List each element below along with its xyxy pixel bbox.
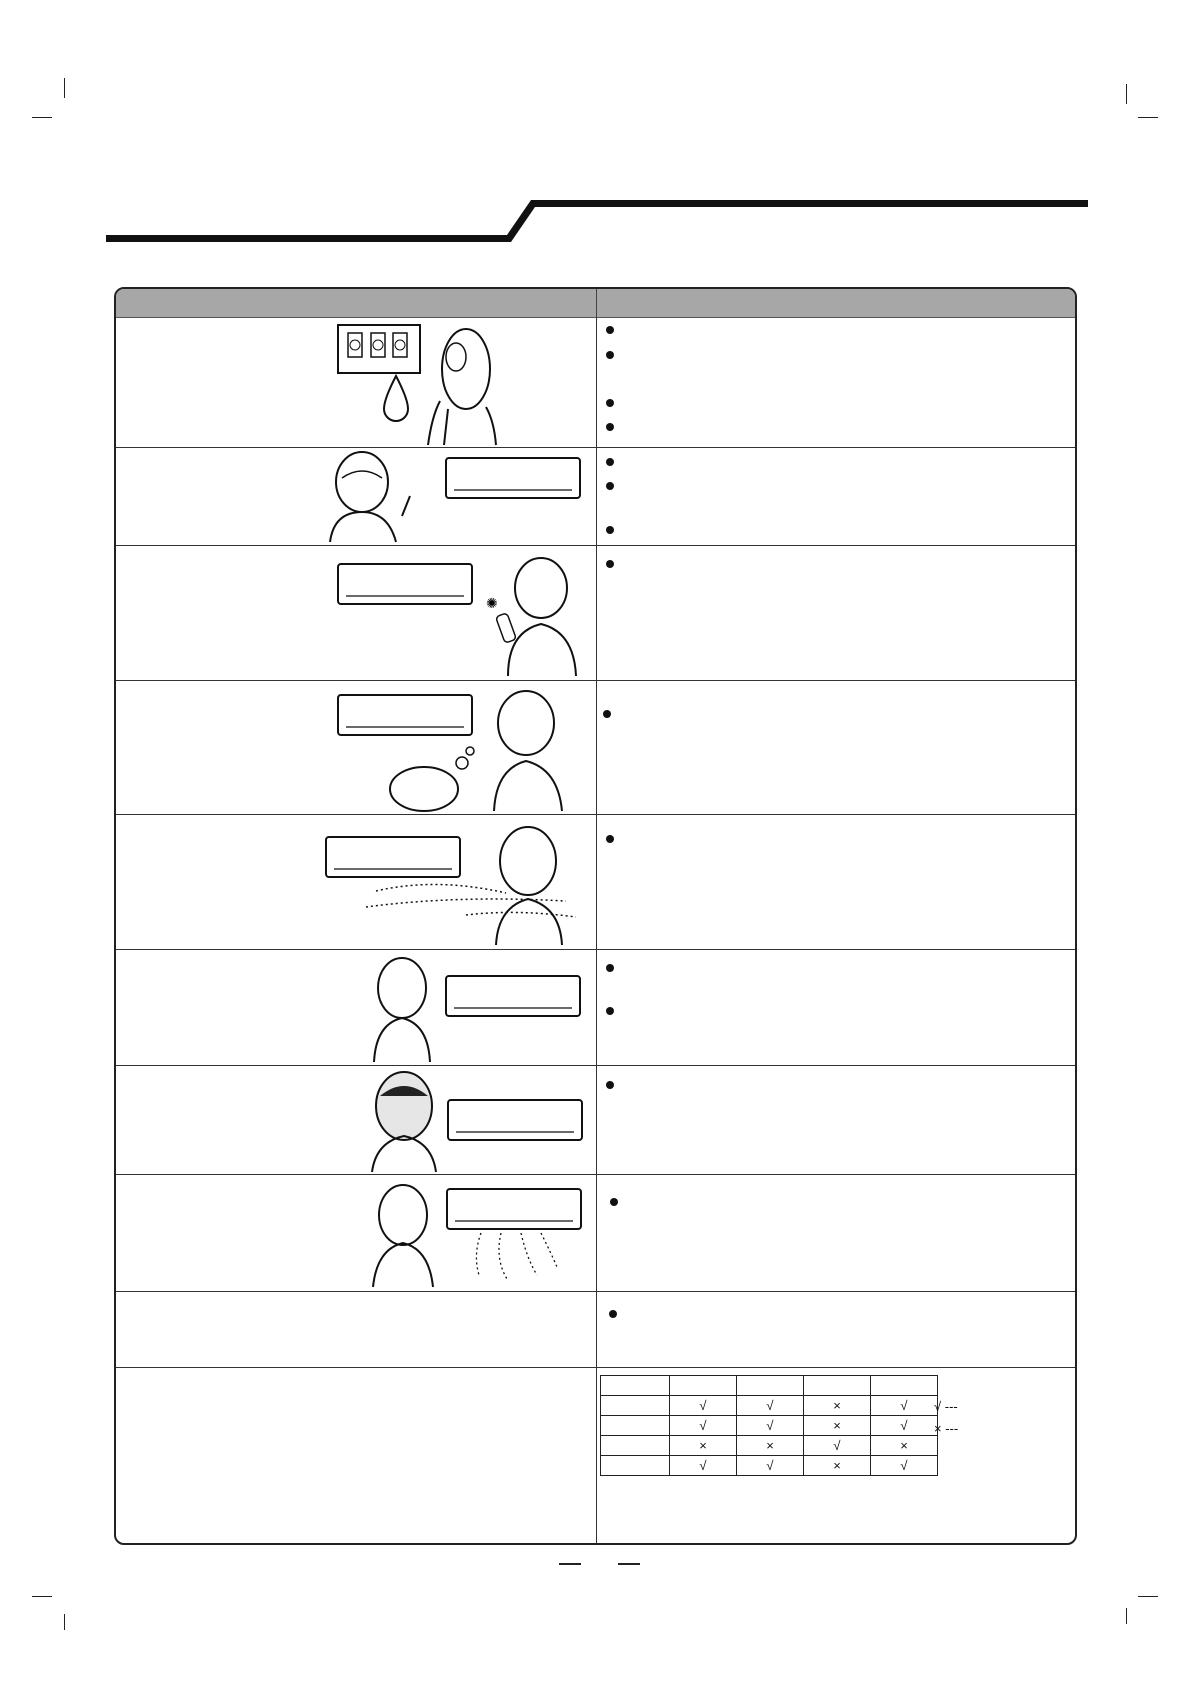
crop-mark-bl-h <box>32 1596 52 1597</box>
thought-bubble-icon <box>390 747 474 811</box>
indoor-unit-icon <box>447 1189 581 1229</box>
compat-cell: √ <box>804 1436 871 1456</box>
page-number-mark <box>559 1563 581 1565</box>
compat-row <box>601 1376 938 1396</box>
indoor-unit-icon <box>448 1100 582 1140</box>
compat-cell: √ <box>670 1396 737 1416</box>
bullet-icon <box>606 399 614 407</box>
bullet-icon <box>606 458 614 466</box>
crop-mark-br-v <box>1126 1608 1127 1624</box>
bullet-icon <box>606 526 614 534</box>
compat-cell: √ <box>871 1456 938 1476</box>
person-and-unit-illustration <box>316 450 586 544</box>
control-panel-illustration <box>336 321 516 446</box>
compat-cell <box>601 1416 670 1436</box>
crop-mark-br-h <box>1138 1596 1158 1597</box>
table-row <box>116 317 1075 448</box>
compat-cell <box>737 1376 804 1396</box>
bullet-icon <box>610 1198 618 1206</box>
page-number-mark <box>618 1563 640 1565</box>
table-row <box>116 1292 1075 1368</box>
legend-text: --- <box>944 1399 958 1414</box>
legend-item <box>934 1418 958 1440</box>
svg-text:✺: ✺ <box>486 596 498 612</box>
compat-row <box>601 1456 938 1476</box>
bullet-icon <box>606 1081 614 1089</box>
compat-cell <box>804 1376 871 1396</box>
compat-cell: √ <box>737 1416 804 1436</box>
remote-control-icon <box>496 613 517 643</box>
bullet-icon <box>606 835 614 843</box>
compat-cell: × <box>871 1436 938 1456</box>
compat-cell: × <box>804 1396 871 1416</box>
compat-cell <box>871 1376 938 1396</box>
compat-cell <box>670 1376 737 1396</box>
compat-cell: × <box>804 1416 871 1436</box>
compat-cell <box>601 1436 670 1456</box>
troubleshooting-table <box>114 287 1077 1545</box>
table-row <box>116 815 1075 950</box>
check-icon: √ <box>934 1399 942 1414</box>
legend-text: --- <box>945 1421 959 1436</box>
bullet-icon <box>609 1310 617 1318</box>
section-header-bar <box>0 0 1191 260</box>
table-row <box>116 1066 1075 1175</box>
compat-cell: √ <box>737 1456 804 1476</box>
bullet-icon <box>606 423 614 431</box>
table-row <box>116 448 1075 546</box>
cross-icon: × <box>934 1421 942 1436</box>
table-row <box>116 950 1075 1066</box>
compat-cell <box>601 1456 670 1476</box>
crop-mark-bl-v <box>64 1614 65 1630</box>
compat-cell: × <box>804 1456 871 1476</box>
bullet-icon <box>606 351 614 359</box>
hands-on-ears-illustration <box>366 1070 586 1174</box>
bullet-icon <box>606 964 614 972</box>
compat-cell: × <box>670 1436 737 1456</box>
listening-person-illustration <box>366 954 586 1064</box>
mist-illustration <box>361 1179 586 1289</box>
mist-icon <box>476 1233 557 1279</box>
compat-row <box>601 1396 938 1416</box>
bullet-icon <box>606 482 614 490</box>
table-row <box>116 1175 1075 1292</box>
indoor-unit-icon <box>326 837 460 877</box>
compat-cell: √ <box>670 1456 737 1476</box>
table-row <box>116 681 1075 815</box>
thinking-person-illustration <box>336 687 596 813</box>
odor-illustration <box>316 821 596 947</box>
compat-cell <box>601 1376 670 1396</box>
compat-cell: × <box>737 1436 804 1456</box>
indoor-unit-icon <box>338 564 472 604</box>
compat-cell: √ <box>737 1396 804 1416</box>
compat-legend <box>934 1396 958 1440</box>
indoor-unit-icon <box>446 458 580 498</box>
bullet-icon <box>606 1007 614 1015</box>
bullet-icon <box>603 710 611 718</box>
table-row <box>116 1368 1075 1545</box>
compat-cell: √ <box>871 1416 938 1436</box>
header-divider <box>596 289 597 317</box>
indoor-unit-icon <box>446 976 580 1016</box>
bullet-icon <box>606 560 614 568</box>
compat-cell <box>601 1396 670 1416</box>
legend-item <box>934 1396 958 1418</box>
compat-row <box>601 1436 938 1456</box>
compat-row <box>601 1416 938 1436</box>
compat-table <box>600 1375 938 1476</box>
remote-control-illustration <box>336 552 596 678</box>
bullet-icon <box>606 326 614 334</box>
compat-cell: √ <box>871 1396 938 1416</box>
table-row <box>116 546 1075 681</box>
compat-cell: √ <box>670 1416 737 1436</box>
water-drop-icon <box>384 376 408 421</box>
indoor-unit-icon <box>338 695 472 735</box>
